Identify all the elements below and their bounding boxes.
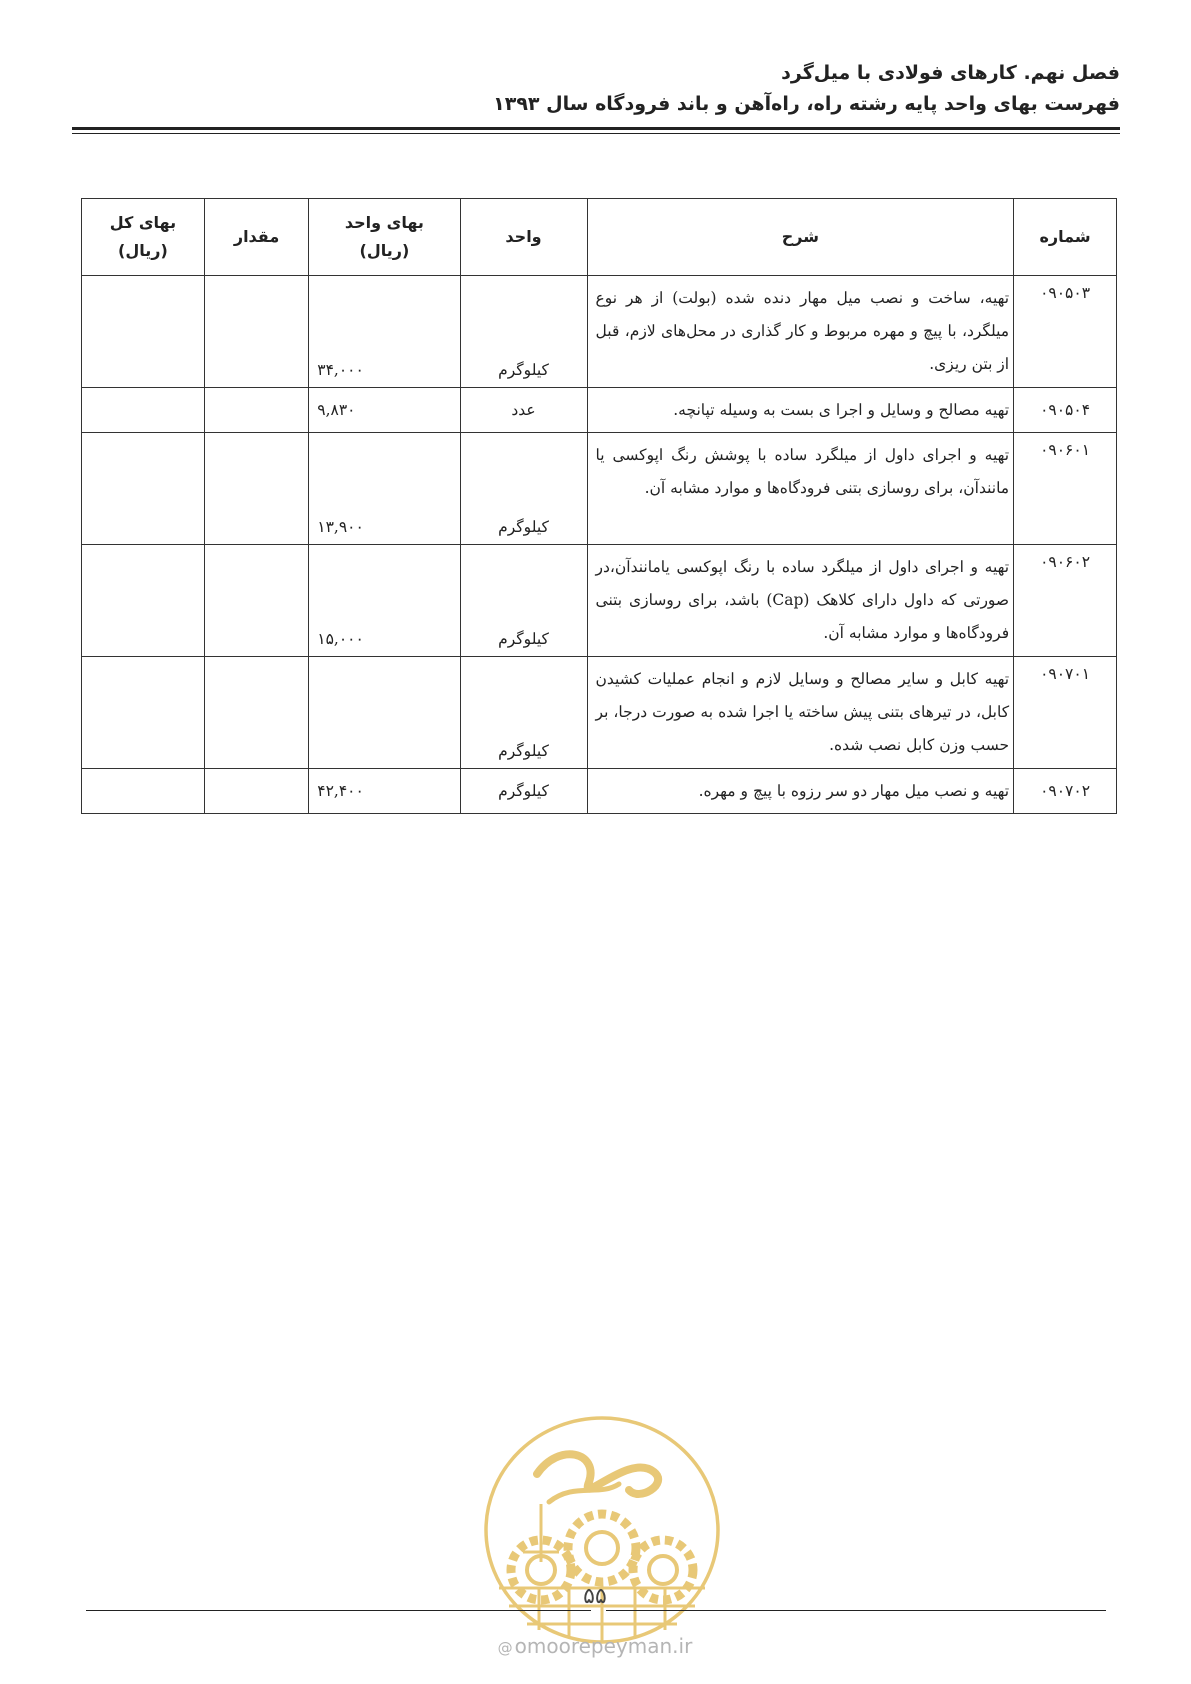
at-icon: @ [497,1639,513,1657]
item-unit: کیلوگرم [460,769,587,814]
footer-rule-right [606,1610,1106,1611]
chapter-title: فصل نهم. کارهای فولادی با میل‌گرد [781,62,1120,84]
item-description: تهیه، ساخت و نصب میل مهار دنده شده (بولت) از هر نوع میلگرد، با پیچ و مهره مربوط و کار گذاری در محل‌های لازم، قبل از بتن ریزی. [587,276,1014,388]
item-unit-price: ۴۲,۴۰۰ [309,769,460,814]
table-row [82,388,1117,433]
item-unit-price: ۱۳,۹۰۰ [309,433,460,545]
footer-rule-left [86,1610,591,1611]
item-description: تهیه مصالح و وسایل و اجرا ی بست به وسیله تپانچه. [587,388,1014,433]
header-quantity: مقدار [204,199,308,276]
item-code: ۰۹۰۷۰۲ [1014,769,1117,814]
item-total [82,657,205,769]
item-description: تهیه کابل و سایر مصالح و وسایل لازم و انجام عملیات کشیدن کابل، در تیرهای بتنی پیش ساخته یا اجرا شده به صورت درجا، بر حسب وزن کابل نصب شده. [587,657,1014,769]
header-rule-thin [72,133,1120,134]
item-quantity [204,657,308,769]
table-row [82,545,1117,657]
header-rule-thick [72,127,1120,130]
page-number: ۵۵ [583,1584,607,1609]
page-header [70,58,1120,120]
item-description: تهیه و اجرای داول از میلگرد ساده با رنگ اپوکسی یامانندآن،در صورتی که داول دارای کلاهک (Cap) باشد، برای روسازی بتنی فرودگاه‌ها و موارد مشابه آن. [587,545,1014,657]
item-unit: کیلوگرم [460,545,587,657]
seal-logo-icon [479,1412,725,1652]
item-total [82,388,205,433]
item-quantity [204,276,308,388]
item-quantity [204,769,308,814]
item-total [82,769,205,814]
header-total: بهای کل (ریال) [82,199,205,276]
item-unit-price: ۹,۸۳۰ [309,388,460,433]
website-watermark: @ omoorepeyman.ir [497,1634,693,1658]
item-unit-price [309,657,460,769]
item-code: ۰۹۰۶۰۱ [1014,433,1117,545]
price-list-table [81,198,1117,814]
item-unit: کیلوگرم [460,433,587,545]
item-description: تهیه و نصب میل مهار دو سر رزوه با پیچ و مهره. [587,769,1014,814]
table-row [82,657,1117,769]
header-unit-price: بهای واحد (ریال) [309,199,460,276]
table-row [82,769,1117,814]
table-row [82,433,1117,545]
table-header-row [82,199,1117,276]
table-row [82,276,1117,388]
item-unit: کیلوگرم [460,276,587,388]
item-unit: کیلوگرم [460,657,587,769]
seal-watermark-logo [479,1412,725,1652]
item-total [82,545,205,657]
header-unit: واحد [460,199,587,276]
header-description: شرح [587,199,1014,276]
item-total [82,276,205,388]
item-total [82,433,205,545]
document-subtitle: فهرست بهای واحد پایه رشته راه، راه‌آهن و باند فرودگاه سال ۱۳۹۳ [493,93,1120,115]
item-quantity [204,433,308,545]
item-description: تهیه و اجرای داول از میلگرد ساده با پوشش رنگ اپوکسی یا مانندآن، برای روسازی بتنی فرودگاه‌ها و موارد مشابه آن. [587,433,1014,545]
item-code: ۰۹۰۵۰۳ [1014,276,1117,388]
item-code: ۰۹۰۶۰۲ [1014,545,1117,657]
item-unit-price: ۳۴,۰۰۰ [309,276,460,388]
item-unit: عدد [460,388,587,433]
header-code: شماره [1014,199,1117,276]
item-code: ۰۹۰۵۰۴ [1014,388,1117,433]
item-code: ۰۹۰۷۰۱ [1014,657,1117,769]
item-quantity [204,388,308,433]
item-unit-price: ۱۵,۰۰۰ [309,545,460,657]
item-quantity [204,545,308,657]
